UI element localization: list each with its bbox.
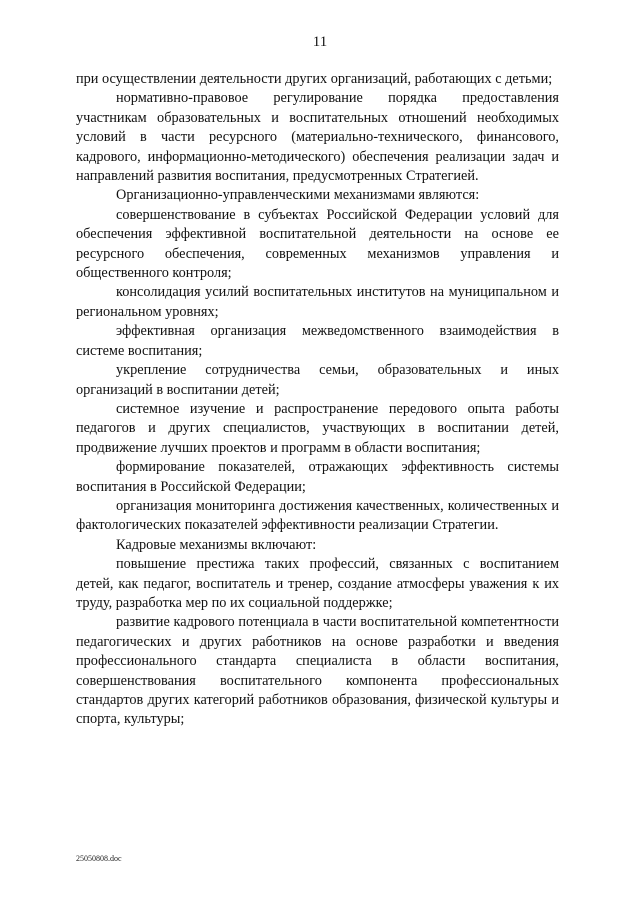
paragraph: укрепление сотрудничества семьи, образовательных и иных организаций в воспитании детей; — [76, 362, 559, 398]
document-body — [76, 70, 559, 730]
paragraph: консолидация усилий воспитательных институтов на муниципальном и региональном уровнях; — [76, 284, 559, 320]
paragraph: формирование показателей, отражающих эффективность системы воспитания в Российской Федерации; — [76, 459, 559, 495]
paragraph: системное изучение и распространение передового опыта работы педагогов и других специалистов, участвующих в воспитании детей, продвижение лучших проектов и программ в области воспитания; — [76, 400, 559, 456]
paragraph: совершенствование в субъектах Российской Федерации условий для обеспечения эффективной воспитательной деятельности на основе ее ресурсного обеспечения, современных механизмов управления и общественного контроля; — [76, 206, 559, 282]
paragraph: развитие кадрового потенциала в части воспитательной компетентности педагогических и других работников на основе разработки и введения профессионального стандарта специалиста в области воспитания, совершенствования воспитательного компонента профессиональных стандартов других категорий работников образования, физической культуры и спорта, культуры; — [76, 614, 559, 728]
paragraph: нормативно-правовое регулирование порядка предоставления участникам образовательных и воспитательных отношений необходимых условий в части ресурсного (материально-технического, финансового, кадрового, информационно-методического) обеспечения реализации задач и направлений развития воспитания, предусмотренных Стратегией. — [76, 90, 559, 185]
paragraph: при осуществлении деятельности других организаций, работающих с детьми; — [76, 71, 553, 87]
paragraph: повышение престижа таких профессий, связанных с воспитанием детей, как педагог, воспитатель и тренер, создание атмосферы уважения к их труду, разработка мер по их социальной поддержке; — [76, 556, 559, 611]
paragraph: организация мониторинга достижения качественных, количественных и фактологических показателей эффективности реализации Стратегии. — [76, 497, 559, 534]
paragraph: Кадровые механизмы включают: — [116, 536, 317, 553]
paragraph: Организационно-управленческими механизмами являются: — [116, 187, 480, 204]
page-number: 11 — [312, 34, 328, 50]
document-filename: 25050808.doc — [76, 854, 122, 863]
paragraph: эффективная организация межведомственного взаимодействия в системе воспитания; — [76, 323, 559, 359]
